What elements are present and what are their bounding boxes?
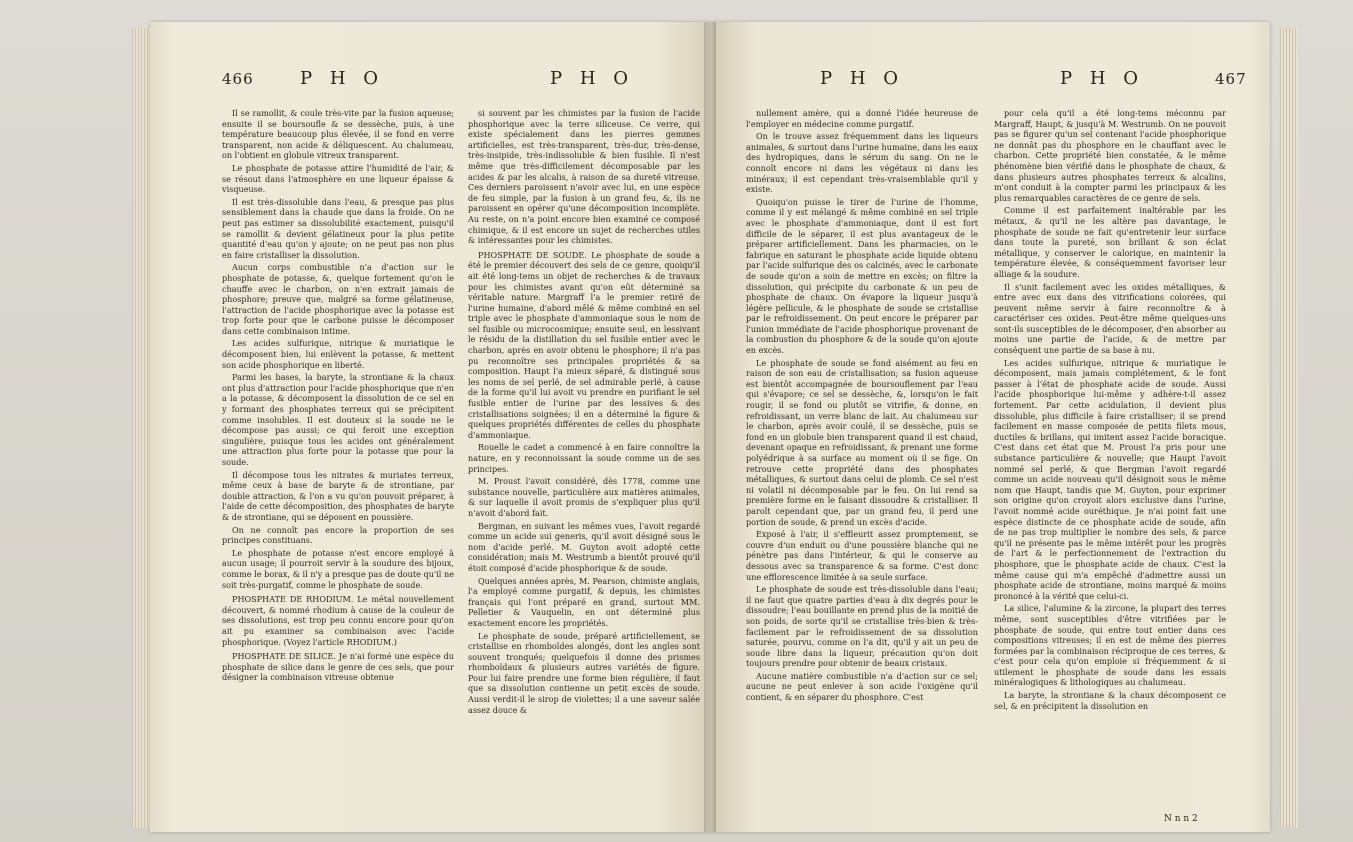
page-edges-left (132, 28, 150, 828)
paragraph: Bergman, en suivant les mêmes vues, l'avoit regardé comme un acide sui generis, qu'il avoit désigné sous le nom d'acide perlé. M. Guyton avoit adopté cette considération; mais M. Westrumb a bientôt prouvé qu'il étoit composé d'acide phosphorique & de soude. (468, 520, 700, 573)
book-gutter (704, 22, 716, 832)
paragraph: pour cela qu'il a été long-tems méconnu par Margraff, Haupt, & jusqu'à M. Westrumb. On ne pouvoit pas se figurer qu'un sel contenant l'acide phosphorique ne donnât pas du phosphore en le chauffant avec le charbon. Cette propriété bien constatée, & le même phénomène bien vérifié dans le phosphate de chaux, & dans plusieurs autres phosphates terreux & alcalins, m'ont conduit à la compter parmi les principaux & les plus remarquables caractères de ce genre de sels. (994, 108, 1226, 203)
paragraph: On le trouve assez fréquemment dans les liqueurs animales, & surtout dans l'urine humaine, dans les eaux des hydropiques, dans le sérum du sang. On ne le connoît encore ni dans les végétaux ni dans les minéraux; il est cependant très-vraisemblable qu'il y existe. (746, 131, 978, 195)
paragraph: Aucune matière combustible n'a d'action sur ce sel; aucune ne peut enlever à son acide l'oxigène qu'il contient, & en séparer du phosphore. C'est (746, 670, 978, 703)
page-number-right: 467 (1215, 70, 1247, 88)
paragraph: Le phosphate de soude se fond aisément au feu en raison de son eau de cristallisation; sa fusion aqueuse est bientôt accompagnée de boursouflement par l'eau qui s'évapore; ce sel se dessèche, &, lorsqu'on le fait rougir, il se fond ou plutôt se vitrifie, & donne, en refroidissant, un verre blanc de lait. Au chalumeau sur le charbon, après avoir coulé, il se dessèche, puis se fond en un globule bien transparent quand il est chaud, devenant opaque en refroidissant, & prenant une forme polyédrique à sa surface au moment où il se fige. On retrouve cette propriété dans des phosphates métalliques, & surtout dans celui de plomb. Ce sel n'est ni volatil ni décomposable par le feu. On lui rend sa première forme en le faisant dissoudre & cristalliser. Il paroît cependant que, par un grand feu, il perd une portion de soude, & prend un excès d'acide. (746, 357, 978, 527)
paragraph: si souvent par les chimistes par la fusion de l'acide phosphorique avec la terre siliceuse. Ce verre, qui existe spécialement dans les pierres gemmes artificielles, est très-transparent, très-dur, très-dense, très-insipide, très-indissoluble & bien fusible. Il n'est même que très-difficilement décomposable par les acides & par les alcalis, à raison de sa dureté vitreuse. Ces derniers paroissent n'avoir avec lui, en une espèce de feu simple, par la fusion à un grand feu, &, ils ne paroissent en opérer qu'une décomposition incomplète. Au reste, on n'a point encore bien examiné ce composé chimique, & il est encore un sujet de recherches utiles & intéressantes pour les chimistes. (468, 108, 700, 246)
paragraph: Quoiqu'on puisse le tirer de l'urine de l'homme, comme il y est mélangé & même combiné en sel triple avec le phosphate d'ammoniaque, dont il est fort difficile de le séparer, il est plus avantageux de le préparer artificiellement. Dans les pharmacies, on le fabrique en saturant le phosphate acide liquide obtenu par l'acide sulfurique des os calcinés, avec le carbonate de soude qu'on a soin de mettre en excès; on filtre la dissolution, qui précipite du carbonate & un peu de phosphate de chaux. On évapore la liqueur jusqu'à légère pellicule, & le phosphate de soude se cristallise par le refroidissement. On peut encore le préparer par l'union immédiate de l'acide phosphorique provenant de la combustion du phosphore & de la soude qu'on ajoute en excès. (746, 196, 978, 356)
running-head: P H O (300, 68, 385, 89)
paragraph: Les acides sulfurique, nitrique & muriatique le décomposent bien, lui enlèvent la potasse, & mettent son acide phosphorique en liberté. (222, 338, 454, 370)
paragraph: PHOSPHATE DE RHODIUM. Le métal nouvellement découvert, & nommé rhodium à cause de la couleur de ses dissolutions, est trop peu connu encore pour qu'on ait pu examiner sa combinaison avec l'acide phosphorique. (Voyez l'article RHODIUM.) (222, 594, 454, 647)
paragraph: Rouelle le cadet a commencé à en faire connoître la nature, en y reconnoissant la soude comme un de ses principes. (468, 442, 700, 474)
paragraph: PHOSPHATE DE SILICE. Je n'ai formé une espèce du phosphate de silice dans le genre de ces sels, que pour désigner la combinaison vitreuse obtenue (222, 651, 454, 683)
paragraph: Comme il est parfaitement inaltérable par les métaux, & qu'il ne les altère pas davantage, le phosphate de soude ne fait qu'entretenir leur surface dans toute la pureté, son brillant & son éclat métallique, y conserver le calorique, en maintenir la température élevée, & conséquemment favoriser leur alliage & la soudure. (994, 205, 1226, 279)
signature-mark: N n n 2 (1164, 814, 1198, 824)
running-head: P H O (820, 68, 905, 89)
paragraph: Les acides sulfurique, nitrique & muriatique le décomposent, mais jamais complétement, & le font passer à l'état de phosphate acide de soude. Aussi l'acide phosphorique lui-même y adhère-t-il assez fortement. Par cette acidulation, il devient plus dissoluble, plus difficile à faire cristalliser; il se prend facilement en masse composée de petits filets mous, ductiles & brillans, qui imitent assez l'acide boracique. C'est dans cet état que M. Proust l'a pris pour une substance particulière & nouvelle; que Haupt l'avoit nommé sel perlé, & que Bergman l'avoit regardé comme un acide nouveau qu'il désignoit sous le même nom que Haupt, tandis que M. Guyton, pour exprimer son origine qu'on croyoit alors exclusive dans l'urine, l'avoit nommé acide ouréthique. Je n'ai point fait une espèce distincte de ce phosphate acide de soude, afin de ne pas trop multiplier le nombre des sels, & parce qu'il ne présente pas le même intérêt pour les progrès de l'art & le perfectionnement de l'extraction du phosphore, que le phosphate acide de chaux. C'est la même cause qui m'a empêché d'admettre aussi un phosphate acide de strontiane, moins marqué & moins prononcé à la vérité que celui-ci. (994, 357, 1226, 601)
running-head: P H O (550, 68, 635, 89)
paragraph: On ne connoît pas encore la proportion de ses principes constituans. (222, 524, 454, 546)
paragraph: Le phosphate de potasse n'est encore employé à aucun usage; il pourroit servir à la soudure des bijoux, comme le borax, & il n'y a presque pas de doute qu'il ne soit très-purgatif, comme le phosphate de soude. (222, 547, 454, 590)
paragraph: La baryte, la strontiane & la chaux décomposent ce sel, & en précipitent la dissolution en (994, 690, 1226, 711)
text-column-right-2 (994, 108, 1226, 713)
right-page-header (710, 68, 1270, 96)
right-page (710, 22, 1270, 832)
paragraph: Il est très-dissoluble dans l'eau, & presque pas plus sensiblement dans la chaude que dans la froide. On ne peut pas estimer sa dissolubilité exactement, puisqu'il se ramollit & devient gélatineux pour la plus petite quantité d'eau qu'on y ajoute; on ne peut pas non plus en faire cristalliser la dissolution. (222, 196, 454, 260)
paragraph: Exposé à l'air, il s'effleurit assez promptement, se couvre d'un enduit ou d'une poussière blanche qui ne pénètre pas dans l'intérieur, & qui le conserve au dessous avec sa transparence & sa forme. C'est donc une efflorescence limitée à sa seule surface. (746, 529, 978, 582)
paragraph: nullement amère, qui a donné l'idée heureuse de l'employer en médecine comme purgatif. (746, 108, 978, 129)
paragraph: Il se ramollit, & coule très-vite par la fusion aqueuse; ensuite il se boursoufle & se dessèche, puis, à une température beaucoup plus élevée, il se fond en verre transparent, non acide & déliquescent. Au chalumeau, on l'obtient en globule vitreux transparent. (222, 108, 454, 161)
paragraph: Aucun corps combustible n'a d'action sur le phosphate de potasse, &, quelque fortement qu'on le chauffe avec le charbon, on n'en extrait jamais de phosphore; preuve que, malgré sa forme gélatineuse, l'attraction de l'acide phosphorique avec la potasse est trop forte pour que le carbone puisse le décomposer dans cette combinaison intime. (222, 262, 454, 336)
text-column-right-1 (746, 108, 978, 705)
paragraph: Le phosphate de potasse attire l'humidité de l'air, & se résout dans l'atmosphère en une liqueur épaisse & visqueuse. (222, 162, 454, 195)
paragraph: La silice, l'alumine & la zircone, la plupart des terres même, sont susceptibles d'être vitrifiées par le phosphate de soude, qui entre tout entier dans ces compositions vitreuses; il en est de même des pierres formées par la combinaison réciproque de ces terres, & c'est pour cela qu'on emploie si fréquemment & si utilement le phosphate de soude dans les essais minéralogiques & lithologiques au chalumeau. (994, 603, 1226, 688)
paragraph: Le phosphate de soude, préparé artificiellement, se cristallise en rhomboïdes alongés, dont les angles sont souvent tronqués; quelquefois il donne des prismes rhomboïdaux & plusieurs autres variétés de figure. Pour lui faire prendre une forme bien régulière, il faut que sa dissolution contienne un petit excès de soude. Aussi verdit-il le sirop de violettes; il a une saveur salée assez douce & (468, 630, 700, 715)
page-edges-right (1280, 28, 1298, 828)
paragraph: M. Proust l'avoit considéré, dès 1778, comme une substance nouvelle, particulière aux matières animales, & sur laquelle il avoit promis de s'expliquer plus qu'il n'avoit d'abord fait. (468, 476, 700, 518)
paragraph: Il décompose tous les nitrates & muriates terreux, même ceux à base de baryte & de strontiane, par double attraction, & l'on a vu qu'on pouvoit préparer, à l'aide de cette décomposition, des phosphates de baryte & de strontiane, qui se déposent en poussière. (222, 469, 454, 522)
running-head: P H O (1060, 68, 1145, 89)
paragraph: Quelques années après, M. Pearson, chimiste anglais, l'a employé comme purgatif, & depuis, les chimistes français qui l'ont préparé en grand, surtout MM. Pelletier & Vauquelin, en ont déterminé plus exactement encore les propriétés. (468, 575, 700, 628)
paragraph: Le phosphate de soude est très-dissoluble dans l'eau; il ne faut que quatre parties d'eau à dix degrés pour le dissoudre; l'eau bouillante en prend plus de la moitié de son poids, de sorte qu'il se cristallise très-bien & très-facilement par le refroidissement de sa dissolution saturée, pourvu, comme on l'a dit, qu'il y ait un peu de soude libre dans la liqueur, précaution qu'on doit toujours prendre pour obtenir de beaux cristaux. (746, 584, 978, 669)
paragraph: Parmi les bases, la baryte, la strontiane & la chaux ont plus d'attraction pour l'acide phosphorique que n'en a la potasse, & décomposent la dissolution de ce sel en y formant des phosphates terreux qui se précipitent comme insolubles. Il est douteux si la soude ne le décompose pas aussi; ce qui feroit une exception singulière, puisque tous les acides ont généralement une attraction plus forte pour la potasse que pour la soude. (222, 372, 454, 467)
text-column-left-1 (222, 108, 454, 685)
text-column-left-2 (468, 108, 700, 717)
left-page-header (150, 68, 710, 96)
paragraph: Il s'unit facilement avec les oxides métalliques, & entre avec eux dans des vitrifications colorées, qui peuvent même servir à faire reconnoître & à caractériser ces oxides. Peut-être même quelques-uns sont-ils susceptibles de le décomposer, d'en absorber au moins une partie de l'acide, & de mettre par conséquent une partie de sa base à nu. (994, 281, 1226, 356)
left-page (150, 22, 710, 832)
page-number-left: 466 (222, 70, 254, 88)
open-book (130, 22, 1300, 832)
paragraph: PHOSPHATE DE SOUDE. Le phosphate de soude a été le premier découvert des sels de ce genre, quoiqu'il ait été long-tems un objet de recherches & de travaux pour les chimistes avant qu'on eût déterminé sa véritable nature. Margraff l'a le premier retiré de l'urine humaine, d'abord mêlé & même combiné en sel triple avec le phosphate d'ammoniaque sous le nom de sel fusible ou microcosmique; ensuite seul, en lessivant le résidu de la distillation du sel fusible entier avec le charbon, après en avoir obtenu le phosphore; il n'a pas pu reconnoître ses principales propriétés & sa composition. Haupt l'a mieux séparé, & distingué sous les noms de sel perlé, de sel admirable perlé, à cause de la forme qu'il lui avoit vu prendre en purifiant le sel fusible entier de l'urine par des lessives & des cristallisations soignées; il en a déterminé la figure & quelques propriétés différentes de celles du phosphate d'ammoniaque. (468, 249, 700, 440)
